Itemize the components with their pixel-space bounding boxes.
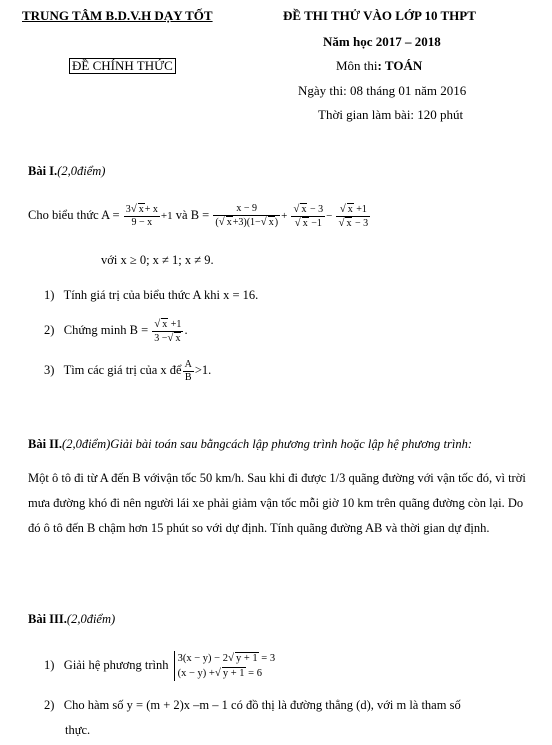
bai3-points: (2,0điểm)	[66, 612, 116, 626]
sqrt-sign: √	[260, 216, 267, 229]
fraction-b2	[291, 203, 325, 230]
q2-den-head: 3 −	[154, 332, 168, 344]
sqrt-sign: √	[214, 667, 221, 680]
q2-num-tail: +1	[168, 318, 182, 330]
subject-name: : TOÁN	[377, 58, 423, 73]
subject-line	[336, 58, 422, 74]
bai3-q2-text: Cho hàm số y = (m + 2)x –m – 1 có đồ thị là đường thẳng (d), với m là tham số	[63, 698, 461, 712]
official-label: ĐỀ CHÍNH THỨC	[69, 58, 176, 74]
sqrt-sign: √	[130, 203, 137, 216]
b1-den-p1: (	[215, 217, 219, 229]
q2-num-rad: x	[162, 318, 168, 330]
eq1-head: 3(x − y) − 2	[177, 653, 228, 665]
q3-end: >1.	[194, 363, 212, 377]
q2-number: 2)	[44, 323, 55, 337]
bai2-heading	[28, 437, 472, 452]
sqrt-sign: √	[218, 216, 225, 229]
sqrt-sign: √	[294, 216, 301, 229]
b3-den-rad: x	[346, 217, 352, 229]
eq1-tail: = 3	[258, 653, 276, 665]
bai2-task: (2,0điểm)Giải bài toán sau bằngcách lập phương trình hoặc lập hệ phương trình:	[62, 437, 472, 451]
b1-den-rad1: x	[226, 217, 232, 229]
b1-den-rad2: x	[268, 217, 274, 229]
a-num-tail: + x	[144, 204, 158, 216]
bai3-heading	[28, 612, 115, 627]
b1-den-p2: +3)(1−	[232, 217, 261, 229]
q3-text: Tìm các giá trị của x để	[63, 363, 182, 377]
and-b: và B =	[175, 208, 210, 222]
q2-end: .	[184, 323, 188, 337]
bai3-q1-text: Giải hệ phương trình	[63, 658, 169, 672]
a-den: 9 − x	[131, 217, 153, 229]
eq1-rad: y + 1	[236, 653, 258, 665]
sqrt-sign: √	[154, 317, 161, 330]
exam-date: Ngày thi: 08 tháng 01 năm 2016	[298, 83, 467, 98]
q3-number: 3)	[44, 363, 55, 377]
fraction-b1	[213, 203, 280, 229]
q1-number: 1)	[44, 288, 55, 302]
sqrt-sign: √	[293, 202, 300, 215]
bai1-condition: với x ≥ 0; x ≠ 1; x ≠ 9.	[101, 253, 214, 267]
equation-2	[178, 666, 275, 681]
sqrt-sign: √	[167, 331, 174, 344]
bai1-points: (2,0điểm)	[57, 164, 106, 178]
bai1-intro: Cho biểu thức A =	[28, 208, 120, 222]
bai3-q2-continuation: thực.	[65, 723, 91, 737]
minus-sign: −	[326, 210, 333, 222]
a-num-radicand: x	[138, 204, 144, 216]
bai2-body: Một ô tô đi từ A đến B vớivận tốc 50 km/h. Sau khi đi được 1/3 quãng đường với vận tốc đó, vì trời mưa đường khó đi nên người lái xe phải giảm vận tốc mỗi giờ 10 km trên quãng đường còn lại. Do đó ô tô đến B chậm hơn 15 phút so với dự định. Tính quãng đường AB và thời gian dự định.	[28, 471, 526, 535]
bai1-q3	[44, 355, 211, 385]
fraction-b3	[336, 203, 370, 230]
b2-num-tail: − 3	[307, 203, 324, 215]
exam-title: ĐỀ THI THỬ VÀO LỚP 10 THPT	[283, 8, 476, 23]
q3-fraction	[183, 359, 194, 384]
q3-frac-num: A	[184, 358, 192, 370]
eq2-head: (x − y) +	[177, 668, 215, 680]
b1-num: x − 9	[213, 203, 280, 216]
sqrt-sign: √	[338, 216, 345, 229]
b3-den-tail: − 3	[352, 217, 369, 229]
q3-frac-den: B	[184, 371, 192, 383]
bai2-title: Bài II.	[28, 437, 63, 451]
sqrt-sign: √	[227, 652, 234, 665]
equation-system	[174, 651, 275, 681]
a-tail: +1	[160, 210, 173, 222]
bai3-q1	[44, 647, 275, 683]
bai3-q2	[44, 698, 461, 713]
bai3-q1-number: 1)	[44, 658, 55, 672]
exam-duration: Thời gian làm bài: 120 phút	[318, 107, 464, 122]
eq2-tail: = 6	[245, 668, 262, 680]
school-year: Năm học 2017 – 2018	[323, 34, 441, 49]
a-num-coef: 3	[125, 204, 131, 216]
bai1-expression-line	[28, 199, 371, 232]
q2-den-rad: x	[175, 332, 181, 344]
b3-num-tail: +1	[353, 203, 367, 215]
eq2-rad: y + 1	[222, 668, 245, 680]
b2-num-rad: x	[301, 203, 307, 215]
plus-sign: +	[281, 210, 288, 222]
bai1-q1	[44, 288, 258, 303]
q2-fraction	[152, 318, 183, 345]
b1-den-p3: )	[274, 217, 279, 229]
b2-den-tail: −1	[308, 217, 322, 229]
b3-num-rad: x	[347, 203, 353, 215]
q1-text: Tính giá trị của biểu thức A khi x = 16.	[63, 288, 259, 302]
center-name: TRUNG TÂM B.D.V.H DẠY TỐT	[22, 8, 213, 23]
q2-text: Chứng minh B =	[63, 323, 149, 337]
subject-prefix: Môn thi	[336, 58, 378, 73]
bai3-q2-number: 2)	[44, 698, 55, 712]
fraction-a	[124, 203, 160, 229]
sqrt-sign: √	[339, 202, 346, 215]
bai3-title: Bài III.	[28, 612, 67, 626]
b2-den-rad: x	[302, 217, 308, 229]
bai1-title: Bài I.	[28, 164, 58, 178]
bai1-q2	[44, 315, 188, 345]
bai1-heading	[28, 164, 105, 179]
equation-1	[178, 651, 275, 666]
